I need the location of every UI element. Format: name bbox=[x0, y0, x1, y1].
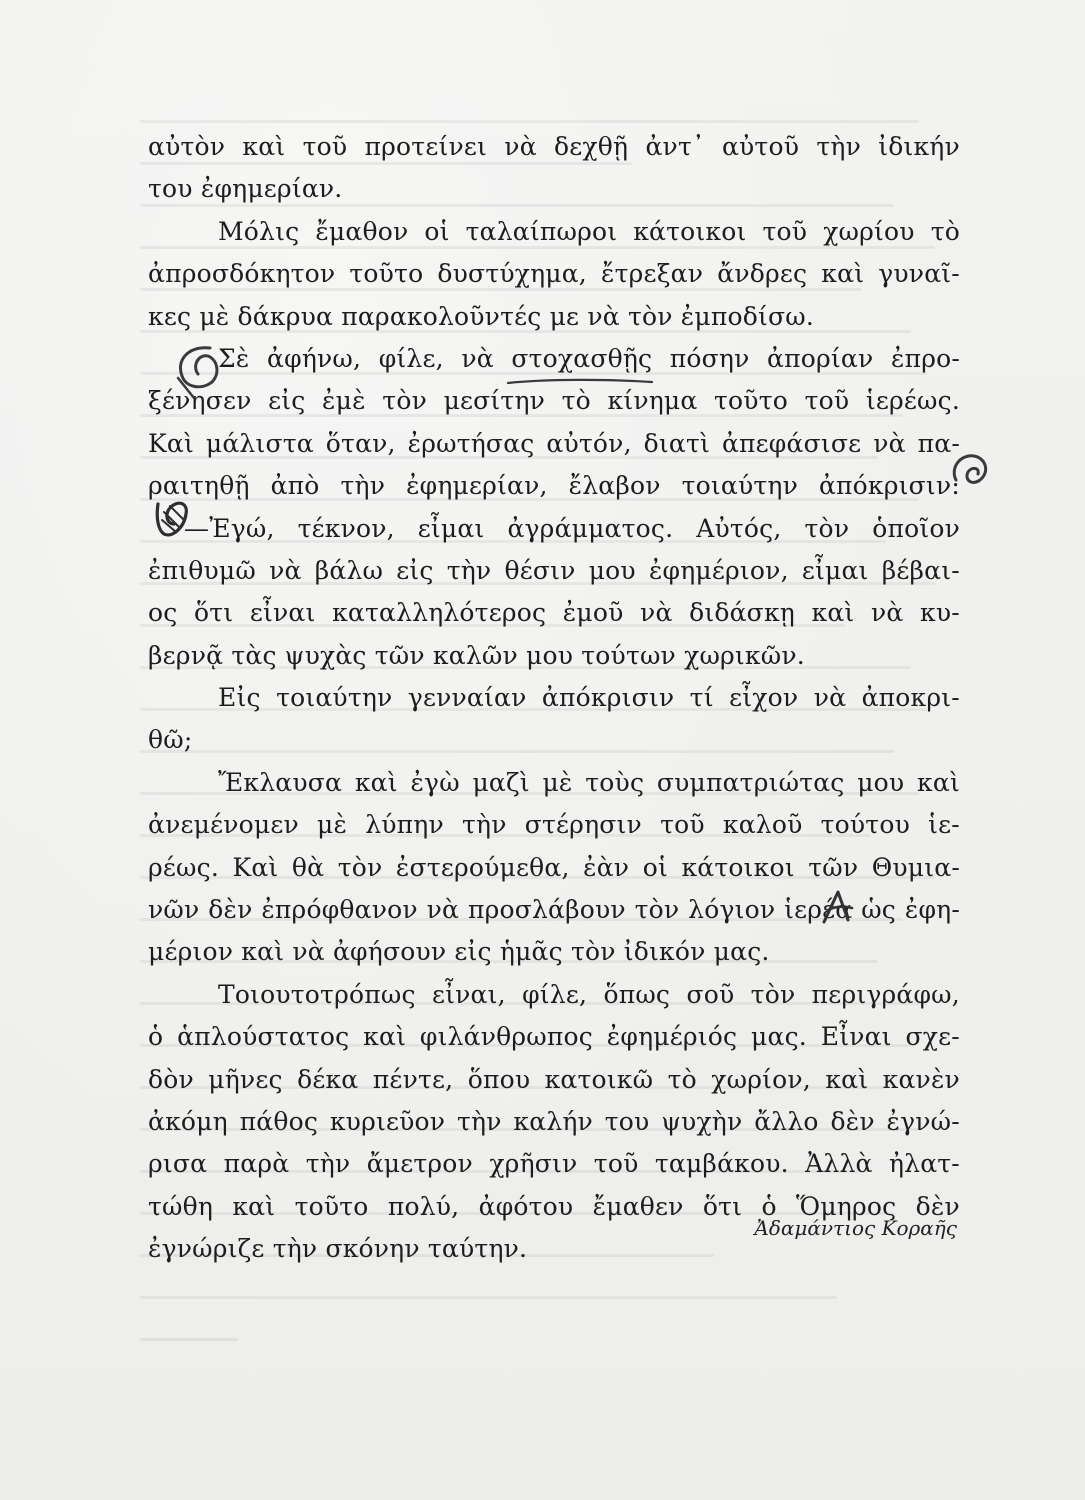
word: ἐφημέριός bbox=[606, 1022, 738, 1052]
word: πολύ, bbox=[387, 1191, 460, 1221]
word: Μόλις bbox=[218, 216, 300, 246]
word: νῶν bbox=[148, 895, 200, 925]
word: τὴν bbox=[305, 1149, 351, 1179]
word: καταλληλότερος bbox=[332, 598, 547, 628]
word: βέβαι- bbox=[881, 555, 960, 585]
word: ραιτηθῇ bbox=[148, 471, 250, 501]
word: Εἶναι bbox=[820, 1022, 892, 1052]
word: μῆνες bbox=[208, 1064, 283, 1094]
text-line bbox=[148, 974, 960, 1016]
word: εἰς bbox=[396, 555, 434, 585]
author-signature: Ἀδαμάντιος Κοραῆς bbox=[754, 1216, 957, 1240]
word: τὴν bbox=[340, 471, 386, 501]
word: γυναῖ- bbox=[878, 259, 960, 289]
word: βάλω bbox=[314, 555, 384, 585]
word: ξένησεν bbox=[148, 386, 252, 416]
word: —Ἐγώ, bbox=[184, 513, 275, 543]
word: ἔλαβον bbox=[568, 471, 661, 501]
word: δεχθῇ bbox=[554, 132, 629, 161]
word: χωρίου bbox=[823, 216, 915, 246]
text-line bbox=[148, 1101, 960, 1143]
word: εἶχον bbox=[729, 683, 799, 713]
word: ταλαίπωροι bbox=[465, 216, 618, 246]
word: χρῆσιν bbox=[489, 1149, 578, 1179]
word: Αὐτός, bbox=[696, 513, 782, 543]
word: γενναίαν bbox=[407, 683, 527, 713]
word: καλοῦ bbox=[722, 810, 803, 840]
text-line bbox=[148, 380, 960, 422]
word: μας. bbox=[751, 1022, 807, 1052]
word: τοῦτο bbox=[714, 386, 788, 416]
word: νὰ bbox=[813, 683, 847, 713]
word: καὶ bbox=[811, 598, 855, 628]
word: ρισα bbox=[148, 1149, 208, 1179]
word: ἀπροσδόκητον bbox=[148, 259, 336, 289]
word: θέσιν bbox=[504, 555, 576, 585]
word: αὐτόν, bbox=[546, 428, 632, 458]
text-line: μέριον καὶ νὰ ἀφήσουν εἰς ἡμᾶς τὸν ἰδικόν μας. bbox=[148, 937, 770, 967]
word: διατὶ bbox=[643, 428, 711, 458]
text-line: βερνᾷ τὰς ψυχὰς τῶν καλῶν μου τούτων χωρικῶν. bbox=[148, 640, 805, 670]
word: ἐγὼ bbox=[410, 767, 460, 797]
word: καὶ bbox=[821, 259, 865, 289]
word: περιγράφω, bbox=[811, 979, 960, 1009]
word: φίλε, bbox=[378, 343, 444, 373]
word: προτείνει bbox=[364, 132, 488, 161]
word: ὅταν, bbox=[325, 428, 396, 458]
word: κατοικῶ bbox=[544, 1064, 654, 1094]
word: τοιαύτην bbox=[681, 471, 799, 501]
text-line bbox=[148, 592, 960, 634]
word: ὅτι bbox=[194, 598, 234, 628]
word: λόγιον bbox=[688, 895, 776, 925]
word: Ἔκλαυσα bbox=[218, 767, 343, 797]
word: τοῦτο bbox=[294, 1191, 369, 1221]
word: ὁ bbox=[148, 1022, 164, 1052]
word: Τοιουτοτρόπως bbox=[218, 979, 416, 1009]
text-line bbox=[148, 762, 960, 804]
word: ἀπόκρισιν bbox=[541, 683, 675, 713]
text-line bbox=[148, 1059, 960, 1101]
word: κυριεῦον bbox=[329, 1106, 446, 1136]
word: εἶναι bbox=[249, 598, 316, 628]
word: ἄμετρον bbox=[366, 1149, 473, 1179]
word: ἐφη- bbox=[904, 895, 960, 925]
word: Θυμια- bbox=[871, 852, 960, 882]
word: ἀγράμματος. bbox=[507, 513, 674, 543]
word: νὰ bbox=[640, 598, 673, 628]
text-line bbox=[148, 126, 960, 168]
word: καὶ bbox=[363, 1022, 407, 1052]
word: εἰς bbox=[268, 386, 306, 416]
word: τοῦ bbox=[804, 386, 850, 416]
word: θὰ bbox=[291, 852, 325, 882]
word: ἄνδρες bbox=[717, 259, 808, 289]
word: νὰ bbox=[871, 598, 904, 628]
word: τὸν bbox=[337, 852, 383, 882]
text-line: θῶ; bbox=[148, 725, 193, 755]
text-line bbox=[148, 465, 960, 507]
word: ἐγνώ- bbox=[886, 1106, 960, 1136]
word: τοιαύτην bbox=[276, 683, 393, 713]
word: μου bbox=[588, 555, 636, 585]
word: μὲ bbox=[542, 767, 573, 797]
word: δὲν bbox=[915, 1191, 960, 1221]
word: τὸ bbox=[561, 386, 591, 416]
word: ἐπιθυμῶ bbox=[148, 555, 256, 585]
word: Καὶ bbox=[148, 428, 194, 458]
word: αὐτοῦ bbox=[721, 132, 800, 161]
word: ὅπου bbox=[467, 1064, 531, 1094]
word: μαζὶ bbox=[472, 767, 530, 797]
word: ὁ bbox=[761, 1191, 777, 1221]
word: πόσην bbox=[669, 343, 750, 373]
word: τοῦτο bbox=[349, 259, 424, 289]
word: τὸν bbox=[634, 895, 680, 925]
word: ἐπρο- bbox=[890, 343, 960, 373]
word: ος bbox=[148, 598, 178, 628]
word: νὰ bbox=[873, 428, 906, 458]
text-line bbox=[148, 889, 960, 931]
word: δέκα bbox=[297, 1064, 359, 1094]
word: τὸ bbox=[667, 1064, 697, 1094]
text-line bbox=[148, 508, 960, 550]
text-line bbox=[148, 804, 960, 846]
word: σοῦ bbox=[686, 979, 735, 1009]
word: μεσίτην bbox=[443, 386, 546, 416]
word: νὰ bbox=[504, 132, 537, 161]
word: ὁποῖον bbox=[872, 513, 960, 543]
word: στέρησιν bbox=[524, 810, 642, 840]
word: ἀντ᾽ bbox=[645, 132, 705, 161]
text-line bbox=[148, 677, 960, 719]
word: Σὲ bbox=[218, 343, 250, 373]
word: ἱερέα bbox=[784, 895, 853, 925]
word: ἱερέως. bbox=[865, 386, 960, 416]
word: εἶμαι bbox=[417, 513, 485, 543]
word: τοῦ bbox=[302, 132, 348, 161]
word: ἔμαθον bbox=[315, 216, 409, 246]
word: εἶναι, bbox=[431, 979, 506, 1009]
text-line bbox=[148, 423, 960, 465]
word: εἶμαι bbox=[801, 555, 869, 585]
word: ἐφημερίαν, bbox=[406, 471, 548, 501]
word: ταμβάκου. bbox=[654, 1149, 789, 1179]
word: κίνημα bbox=[607, 386, 698, 416]
word: ψυχὴν bbox=[661, 1106, 743, 1136]
word: λύπην bbox=[365, 810, 444, 840]
word: ἠλατ- bbox=[888, 1149, 960, 1179]
word: ἐπρόφθανον bbox=[261, 895, 418, 925]
word: ὡς bbox=[861, 895, 896, 925]
word: τέκνον, bbox=[297, 513, 395, 543]
word: καλήν bbox=[513, 1106, 593, 1136]
word: δὲν bbox=[208, 895, 253, 925]
word: Εἰς bbox=[218, 683, 261, 713]
word: κάτοικοι bbox=[681, 852, 795, 882]
word: καὶ bbox=[242, 132, 286, 161]
word: τούτου bbox=[820, 810, 910, 840]
word: φίλε, bbox=[522, 979, 588, 1009]
word: του bbox=[604, 1106, 650, 1136]
word: παρὰ bbox=[223, 1149, 290, 1179]
text-line: ἐγνώριζε τὴν σκόνην ταύτην. bbox=[148, 1234, 528, 1264]
word: δυστύχημα, bbox=[437, 259, 587, 289]
text-line bbox=[148, 1016, 960, 1058]
word: στοχασθῇς bbox=[511, 343, 653, 373]
word: προσλάβουν bbox=[467, 895, 626, 925]
word: διδάσκῃ bbox=[689, 598, 795, 628]
word: ὅπως bbox=[603, 979, 671, 1009]
word: καὶ bbox=[917, 767, 960, 797]
text-line bbox=[148, 211, 960, 253]
word: τοῦ bbox=[660, 810, 705, 840]
word: χωρίον, bbox=[711, 1064, 811, 1094]
word: μάλιστα bbox=[205, 428, 314, 458]
word: τὸν bbox=[382, 386, 427, 416]
word: τὸν bbox=[750, 979, 796, 1009]
word: τὴν bbox=[462, 810, 507, 840]
word: τί bbox=[689, 683, 714, 713]
word: ἀφότου bbox=[478, 1191, 574, 1221]
word: ἐστερούμεθα, bbox=[395, 852, 570, 882]
word: καὶ bbox=[825, 1064, 869, 1094]
word: συμπατριώτας bbox=[656, 767, 845, 797]
word: μὲ bbox=[317, 810, 348, 840]
word: φιλάνθρωπος bbox=[419, 1022, 593, 1052]
body-text bbox=[148, 126, 960, 1271]
word: οἱ bbox=[642, 852, 668, 882]
word: πάθος bbox=[239, 1106, 319, 1136]
word: ἀκόμη bbox=[148, 1106, 228, 1136]
word: μου bbox=[857, 767, 905, 797]
word: ἐμοῦ bbox=[562, 598, 624, 628]
word: ἀνεμένομεν bbox=[148, 810, 299, 840]
word: ἀπὸ bbox=[270, 471, 320, 501]
word: νὰ bbox=[426, 895, 460, 925]
word: κυ- bbox=[920, 598, 960, 628]
word: πα- bbox=[917, 428, 960, 458]
word: Ὅμηρος bbox=[796, 1191, 897, 1221]
word: τῶν bbox=[808, 852, 859, 882]
word: οἱ bbox=[424, 216, 450, 246]
word: σχε- bbox=[905, 1022, 960, 1052]
word: τὴν bbox=[456, 1106, 502, 1136]
word: τώθη bbox=[148, 1191, 214, 1221]
word: αὐτὸν bbox=[148, 132, 226, 161]
word: ἄλλο bbox=[754, 1106, 819, 1136]
text-line: κες μὲ δάκρυα παρακολοῦντές με νὰ τὸν ἐμποδίσω. bbox=[148, 301, 815, 331]
word: ἐφημέριον, bbox=[648, 555, 789, 585]
word: ἀπορίαν bbox=[767, 343, 874, 373]
word: πέντε, bbox=[372, 1064, 454, 1094]
word: ἔμαθεν bbox=[592, 1191, 684, 1221]
word: ὅτι bbox=[702, 1191, 743, 1221]
text-line bbox=[148, 847, 960, 889]
word: ἐμὲ bbox=[322, 386, 366, 416]
word: τὴν bbox=[446, 555, 492, 585]
word: καὶ bbox=[354, 767, 398, 797]
text-line: του ἐφημερίαν. bbox=[148, 174, 343, 204]
word: δὲν bbox=[830, 1106, 875, 1136]
word: ἀπεφάσισε bbox=[721, 428, 862, 458]
word: ἱε- bbox=[928, 810, 960, 840]
word: Ἀλλὰ bbox=[805, 1149, 873, 1179]
text-line bbox=[148, 253, 960, 295]
word: ἔτρεξαν bbox=[601, 259, 704, 289]
word: ἀποκρι- bbox=[861, 683, 960, 713]
word: ἰδικήν bbox=[878, 132, 960, 161]
text-line bbox=[148, 1143, 960, 1185]
word: καὶ bbox=[232, 1191, 276, 1221]
word: Καὶ bbox=[232, 852, 279, 882]
text-line bbox=[148, 338, 960, 380]
word: τὸ bbox=[930, 216, 960, 246]
word: κάτοικοι bbox=[633, 216, 747, 246]
word: τοῦ bbox=[762, 216, 808, 246]
text-line bbox=[148, 550, 960, 592]
word: ἀπόκρισιν: bbox=[818, 471, 960, 501]
word: τὴν bbox=[816, 132, 861, 161]
word: ρέως. bbox=[148, 852, 219, 882]
word: νὰ bbox=[269, 555, 302, 585]
word: τοῦ bbox=[593, 1149, 639, 1179]
word: ἐρωτήσας bbox=[407, 428, 535, 458]
word: ἐὰν bbox=[583, 852, 630, 882]
word: τὸν bbox=[804, 513, 850, 543]
word: ἁπλούστατος bbox=[177, 1022, 350, 1052]
word: τοὺς bbox=[585, 767, 645, 797]
word: ἀφήνω, bbox=[267, 343, 362, 373]
word: δὸν bbox=[148, 1064, 194, 1094]
word: κανὲν bbox=[882, 1064, 960, 1094]
word: νὰ bbox=[461, 343, 494, 373]
